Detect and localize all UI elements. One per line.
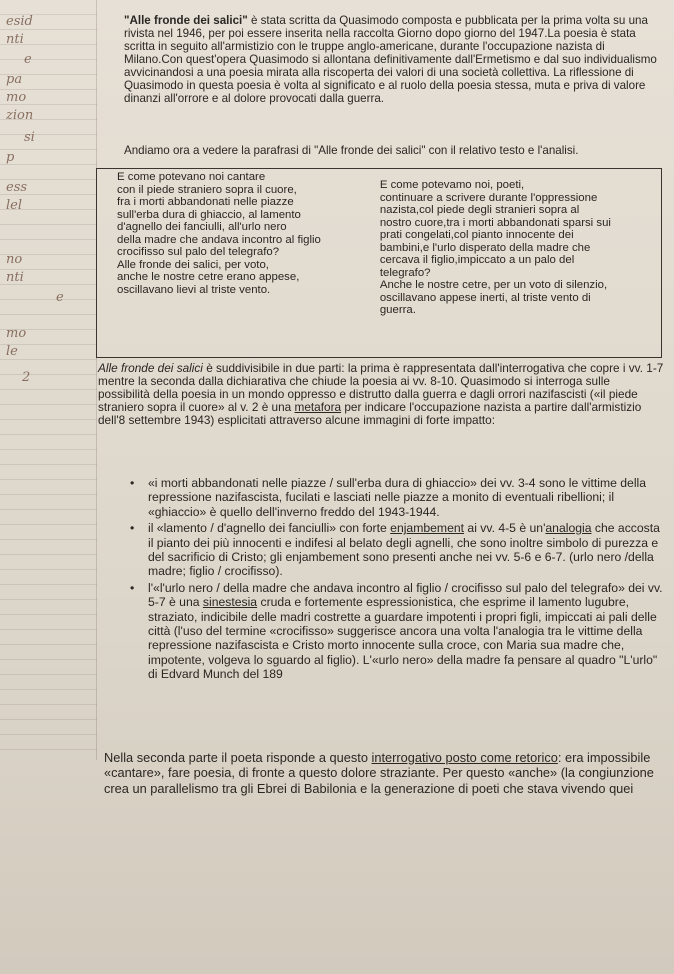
lead-in: Andiamo ora a vedere la parafrasi di "Alle fronde dei salici" con il relativo testo e l'analisi. bbox=[124, 144, 579, 157]
analysis-text-2: per indicare l'occupazione nazista a partire dall'armistizio dell'8 settembre 1943) esplicitati attraverso alcune immagini di forte impatto: bbox=[98, 400, 642, 427]
margin-note: ess bbox=[6, 180, 28, 195]
margin-note: lel bbox=[6, 198, 23, 213]
final-text: Nella seconda parte il poeta risponde a questo bbox=[104, 750, 372, 765]
final-text: : era impossibile «cantare», fare poesia, di fronte a questo dolore straziante. Per questo «anche» (la congiunzione crea un parallelismo tra gli Ebrei di Babilonia e la generazione di poeti che stava vivendo quei bbox=[104, 750, 654, 796]
list-item bbox=[126, 476, 666, 519]
margin-note: nti bbox=[6, 32, 24, 47]
term-enjambement: enjambement bbox=[390, 521, 465, 536]
final-paragraph bbox=[104, 750, 664, 796]
margin-note: zion bbox=[6, 108, 34, 123]
margin-note: le bbox=[6, 344, 18, 359]
margin-note: 2 bbox=[22, 370, 31, 385]
bullet-dot: • bbox=[130, 476, 135, 490]
margin-note: mo bbox=[6, 90, 27, 105]
bullet-text: ai vv. 4-5 è un' bbox=[464, 521, 546, 536]
bullet-text: che accosta il pianto dei più innocenti e indifesi al belato degli agnelli, che sono inoltre simbolo di purezza e del sacrificio di Cristo; gli enjambement sono presenti anche nei vv. 5-6 e 6-7. (urlo nero /della madre; figlio / crocifisso). bbox=[148, 521, 660, 579]
figures-list bbox=[126, 476, 666, 684]
margin-notes bbox=[0, 0, 97, 760]
bullet-text: il «lamento / d'agnello dei fanciulli» con forte bbox=[148, 521, 391, 536]
bullet-text: l'«l'urlo nero / della madre che andava incontro al figlio / crocifisso sul palo del telegrafo» dei vv. 5-7 è una bbox=[148, 580, 663, 610]
intro-text: è stata scritta da Quasimodo composta e pubblicata per la prima volta su una rivista nel 1946, per poi essere inserita nella raccolta Giorno dopo giorno del 1947.La poesia è stata scritta in seguito all'armistizio con le truppe anglo-americane, durante l'occupazione nazista di Milano.Con quest'opera Quasimodo si allontana definitivamente dall'Ermetismo e dal suo individualismo avvicinandosi a una poesia mirata alla riscoperta dei valori di una società collettiva. La riflessione di Quasimodo in questa poesia è volta al significato e al ruolo della poesia stessa, muta e priva di valore dinanzi all'orrore e al dolore provocati dalla guerra. bbox=[124, 14, 657, 105]
term-metafora: metafora bbox=[294, 400, 342, 414]
analysis-text: è suddivisibile in due parti: la prima è rappresentata dall'interrogativa che copre i vv. 1-7 mentre la seconda dalla dichiarativa che chiude la poesia ai vv. 8-10. Quasimodo si interroga sulle possibilità della poesia in un mondo oppresso e distrutto dalla guerra e dagli orrori nazifascisti («il piede straniero sopra il cuore» al v. 2 è una bbox=[98, 361, 664, 414]
bullet-dot: • bbox=[130, 580, 135, 595]
term-analogia: analogia bbox=[545, 521, 592, 536]
margin-note: e bbox=[56, 290, 64, 305]
term-sinestesia: sinestesia bbox=[202, 595, 258, 610]
intro-paragraph bbox=[124, 14, 664, 105]
margin-note: nti bbox=[6, 270, 24, 285]
list-item bbox=[126, 521, 666, 579]
bullet-text: cruda e fortemente espressionistica, che esprime il lamento lugubre, straziato, indicibile delle madri costrette a guardare impotenti i propri figli, impiccati ai pali delle città (l'uso del termine «crocifisso» suggerisce ancora una volta l'analogia tra le vittime della repressione nazifascista e Cristo morto innocente sulla croce, con Maria sua madre che, impotente, volgeva lo sguardo al figlio). L'«urlo nero» della madre fa pensare al quadro "L'urlo" di Edvard Munch del 189 bbox=[148, 595, 658, 682]
poem-original: E come potevano noi cantare con il piede straniero sopra il cuore, fra i morti abbandonati nelle piazze sull'erba dura di ghiaccio, al lamento d'agnello dei fanciulli, all'urlo nero della madre che andava incontro al figlio crocifisso sul palo del telegrafo? Alle fronde dei salici, per voto, anche le nostre cetre erano appese, oscillavano lievi al triste vento. bbox=[117, 171, 321, 296]
margin-note: esid bbox=[6, 14, 33, 29]
analysis-title: Alle fronde dei salici bbox=[98, 361, 203, 375]
margin-note: no bbox=[6, 252, 23, 267]
bullet-dot: • bbox=[130, 521, 135, 536]
poem-paraphrase: E come potevamo noi, poeti, continuare a scrivere durante l'oppressione nazista,col piede degli stranieri sopra al nostro cuore,tra i morti abbandonati sparsi sui prati congelati,col pianto innocente dei bambini,e l'urlo disperato della madre che cercava il figlio,impiccato a un palo del telegrafo? Anche le nostre cetre, per un voto di silenzio, oscillavano appese inerti, al triste vento di guerra. bbox=[379, 179, 611, 316]
bullet-text: «i morti abbandonati nelle piazze / sull'erba dura di ghiaccio» dei vv. 3-4 sono le vittime della repressione nazifascista, fucilati e lasciati nelle piazze a monito di eventuali ribellioni; il «ghiaccio» è quello dell'inverno freddo del 1943-1944. bbox=[148, 476, 647, 519]
list-item bbox=[126, 581, 666, 682]
analysis-paragraph bbox=[98, 362, 664, 427]
poem-table bbox=[96, 168, 662, 358]
margin-note: mo bbox=[6, 326, 27, 341]
margin-note: si bbox=[24, 130, 35, 145]
margin-note: pa bbox=[6, 72, 23, 87]
margin-note: e bbox=[24, 52, 32, 67]
term-interrogativo: interrogativo posto come retorico bbox=[371, 750, 558, 765]
margin-note: p bbox=[6, 150, 15, 165]
poem-title: "Alle fronde dei salici" bbox=[124, 14, 248, 27]
